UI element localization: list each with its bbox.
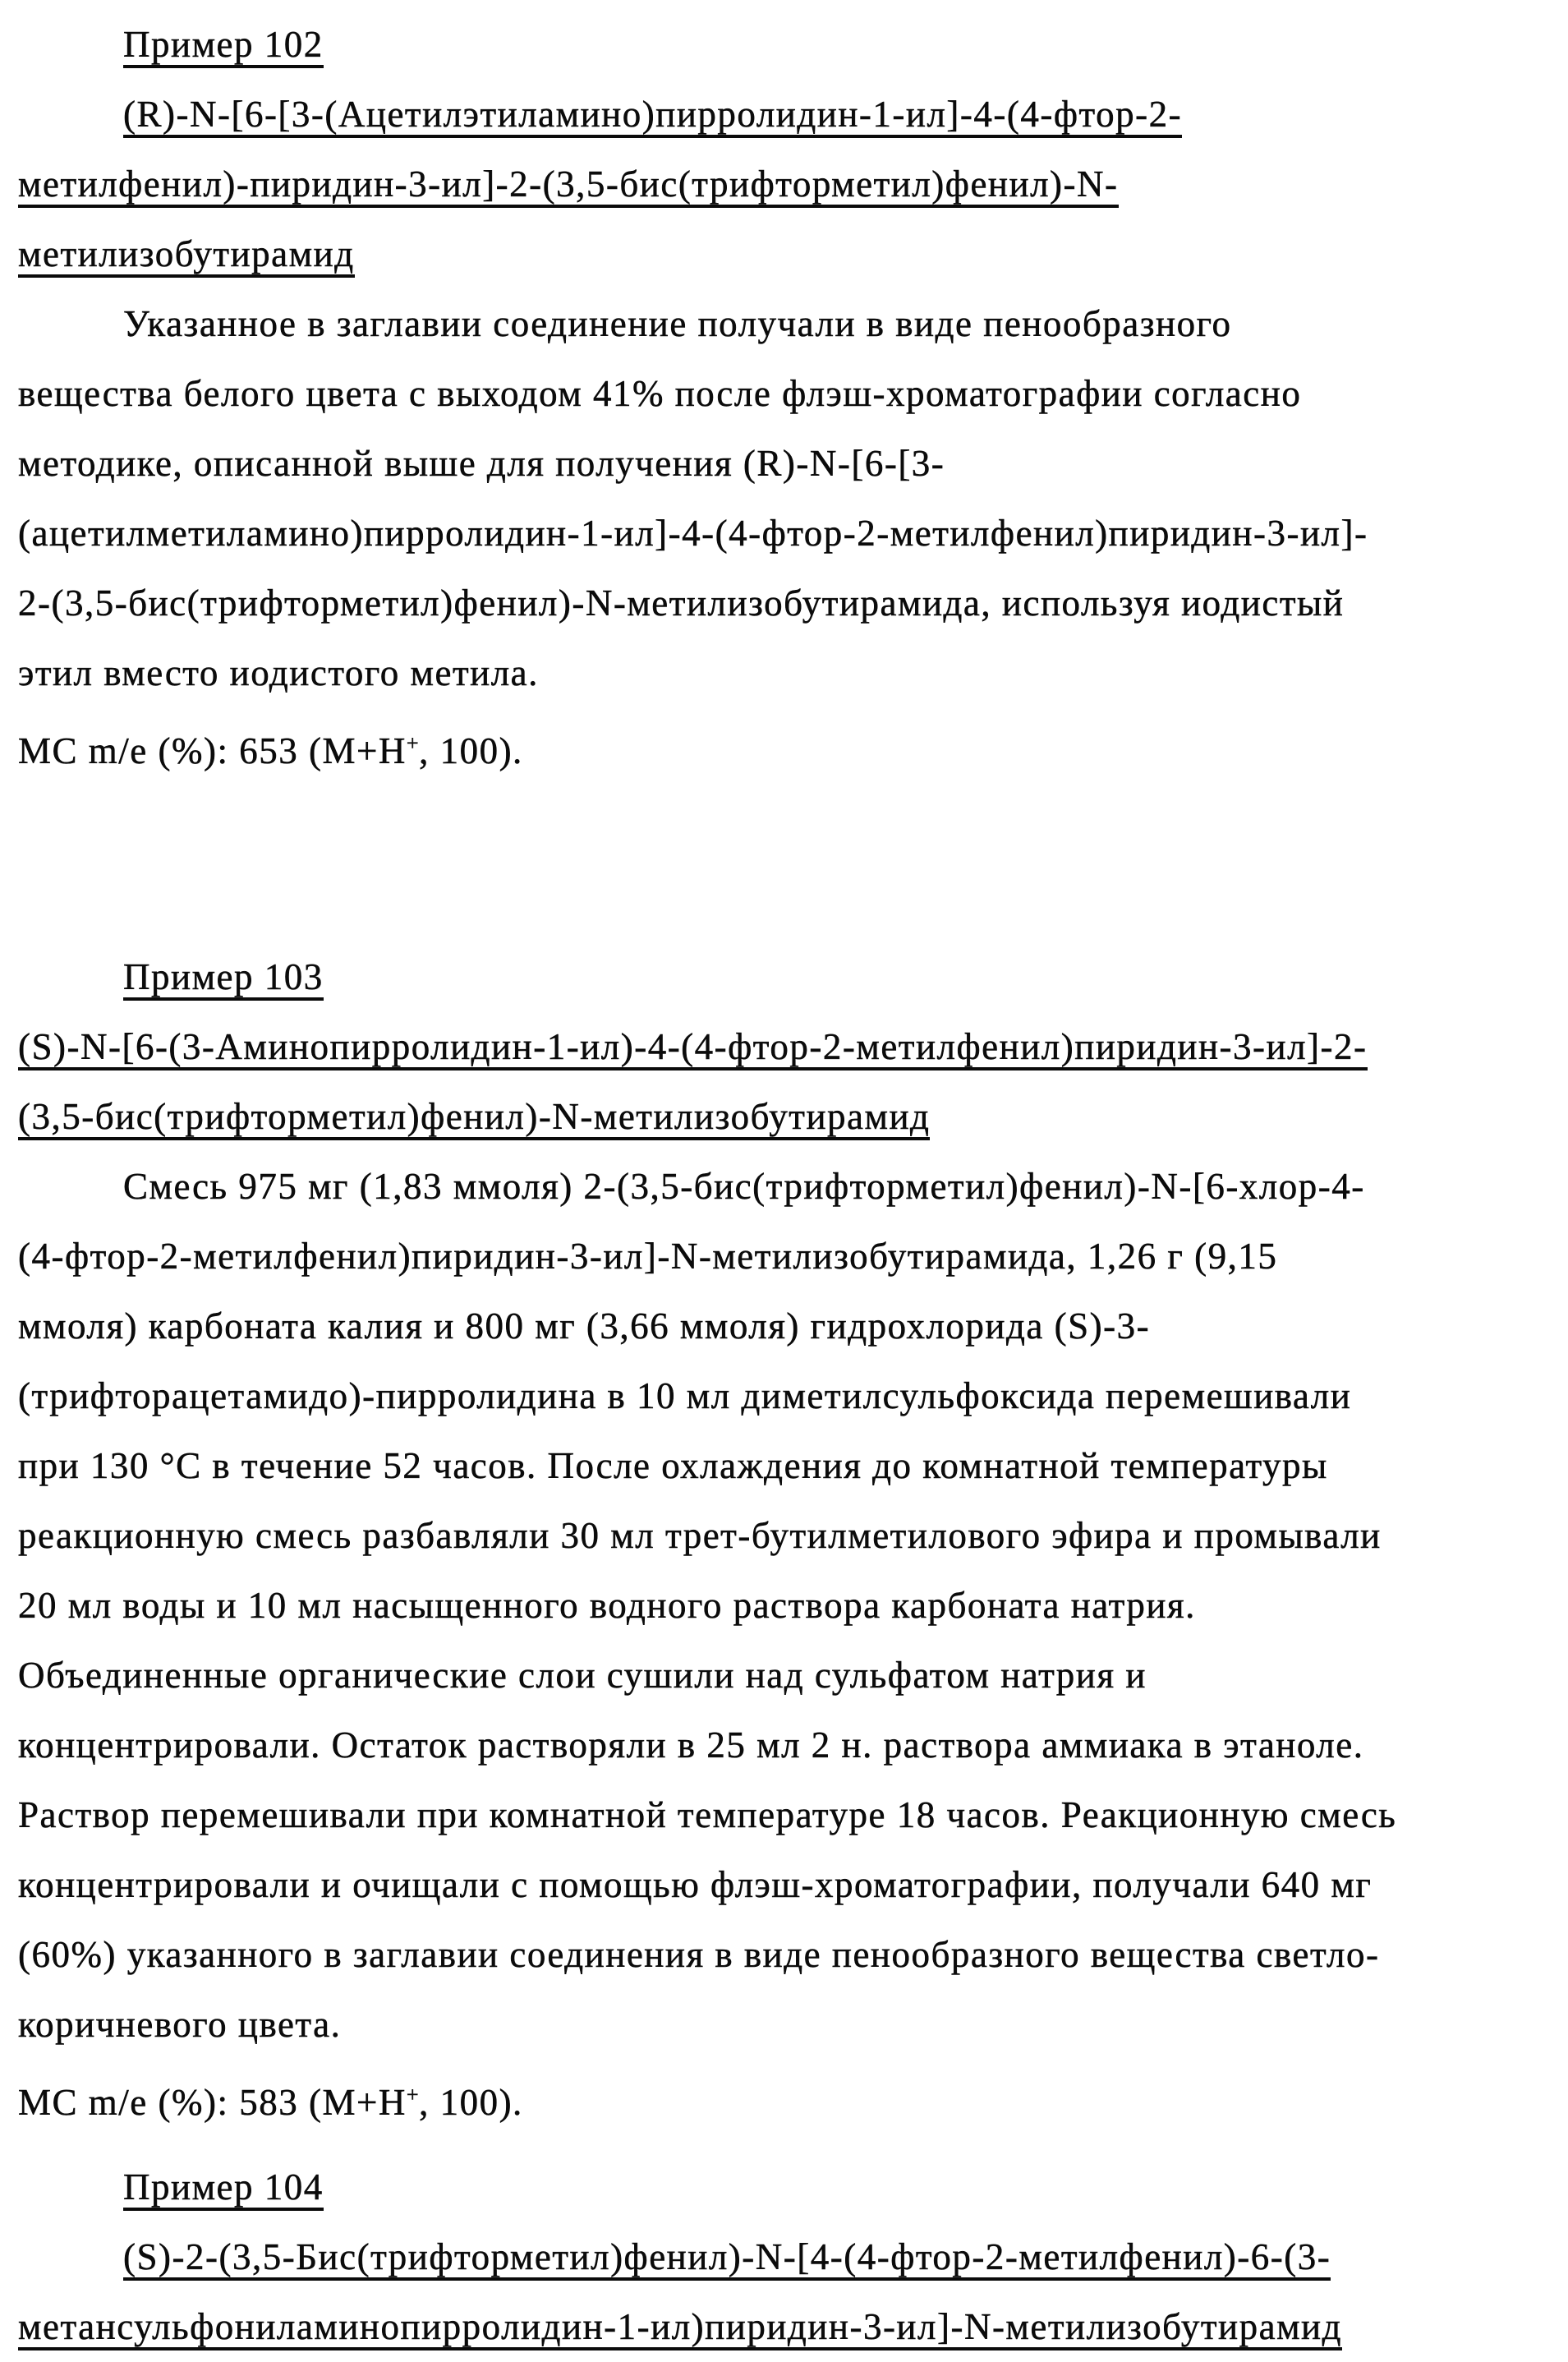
example-104-heading [18, 2153, 1547, 2222]
body-text-line: Смесь 975 мг (1,83 ммоля) 2-(3,5-бис(трифторметил)фенил)-N-[6-хлор-4- [123, 1166, 1365, 1207]
body-text-line: этил вместо иодистого метила. [18, 652, 539, 693]
body-text-line: 2-(3,5-бис(трифторметил)фенил)-N-метилизобутирамида, используя иодистый [18, 582, 1345, 624]
example-102-heading-text: Пример 102 [123, 24, 324, 68]
ms-spectrum-line: МС m/e (%): 653 (М+Н+, 100). [18, 730, 523, 771]
example-102-section [18, 10, 1547, 786]
compound-title-line: метилизобутирамид [18, 219, 1547, 289]
body-text-line: концентрировали и очищали с помощью флэш-хроматографии, получали 640 мг [18, 1864, 1373, 1905]
body-text-line: Объединенные органические слои сушили над сульфатом натрия и [18, 1655, 1147, 1696]
body-text-line: 20 мл воды и 10 мл насыщенного водного раствора карбоната натрия. [18, 1585, 1196, 1626]
superscript-plus: + [406, 731, 420, 755]
compound-title-line: (R)-N-[6-[3-(Ацетилэтиламино)пирролидин-1-ил]-4-(4-фтор-2- [18, 80, 1547, 150]
body-text-line: при 130 °С в течение 52 часов. После охлаждения до комнатной температуры [18, 1445, 1328, 1486]
body-text-line: Раствор перемешивали при комнатной температуре 18 часов. Реакционную смесь [18, 1794, 1397, 1835]
compound-title-line: (S)-N-[6-(3-Аминопирролидин-1-ил)-4-(4-фтор-2-метилфенил)пиридин-3-ил]-2- [18, 1012, 1547, 1082]
superscript-plus: + [406, 2083, 420, 2106]
example-104-section [18, 2153, 1547, 2362]
body-text-line: ммоля) карбоната калия и 800 мг (3,66 ммоля) гидрохлорида (S)-3- [18, 1305, 1151, 1347]
example-103-section [18, 942, 1547, 2138]
body-text-line: методике, описанной выше для получения (R)-N-[6-[3- [18, 443, 945, 484]
example-103-heading-text: Пример 103 [123, 956, 324, 1001]
compound-title-line: (S)-2-(3,5-Бис(трифторметил)фенил)-N-[4-(4-фтор-2-метилфенил)-6-(3- [18, 2222, 1547, 2292]
compound-title-line: метилфенил)-пиридин-3-ил]-2-(3,5-бис(трифторметил)фенил)-N- [18, 150, 1547, 219]
body-text-line: вещества белого цвета с выходом 41% после флэш-хроматографии согласно [18, 373, 1302, 414]
body-text-line: (60%) указанного в заглавии соединения в виде пенообразного вещества светло- [18, 1934, 1380, 1975]
body-text-line: (ацетилметиламино)пирролидин-1-ил]-4-(4-фтор-2-метилфенил)пиридин-3-ил]- [18, 513, 1368, 554]
body-text-line: реакционную смесь разбавляли 30 мл трет-бутилметилового эфира и промывали [18, 1515, 1382, 1556]
ms-spectrum-line: МС m/e (%): 583 (М+Н+, 100). [18, 2082, 523, 2123]
body-text-line: (трифторацетамидо)-пирролидина в 10 мл диметилсульфоксида перемешивали [18, 1375, 1352, 1416]
body-text-line: (4-фтор-2-метилфенил)пиридин-3-ил]-N-метилизобутирамида, 1,26 г (9,15 [18, 1236, 1278, 1277]
body-text-line: концентрировали. Остаток растворяли в 25 мл 2 н. раствора аммиака в этаноле. [18, 1724, 1364, 1766]
compound-title-line: (3,5-бис(трифторметил)фенил)-N-метилизобутирамид [18, 1082, 1547, 1152]
compound-title-line: метансульфониламинопирролидин-1-ил)пиридин-3-ил]-N-метилизобутирамид [18, 2292, 1547, 2362]
body-text-line: Указанное в заглавии соединение получали в виде пенообразного [123, 303, 1232, 344]
example-102-heading [18, 10, 1547, 80]
body-text-line: коричневого цвета. [18, 2004, 342, 2045]
example-103-heading [18, 942, 1547, 1012]
example-104-heading-text: Пример 104 [123, 2166, 324, 2211]
